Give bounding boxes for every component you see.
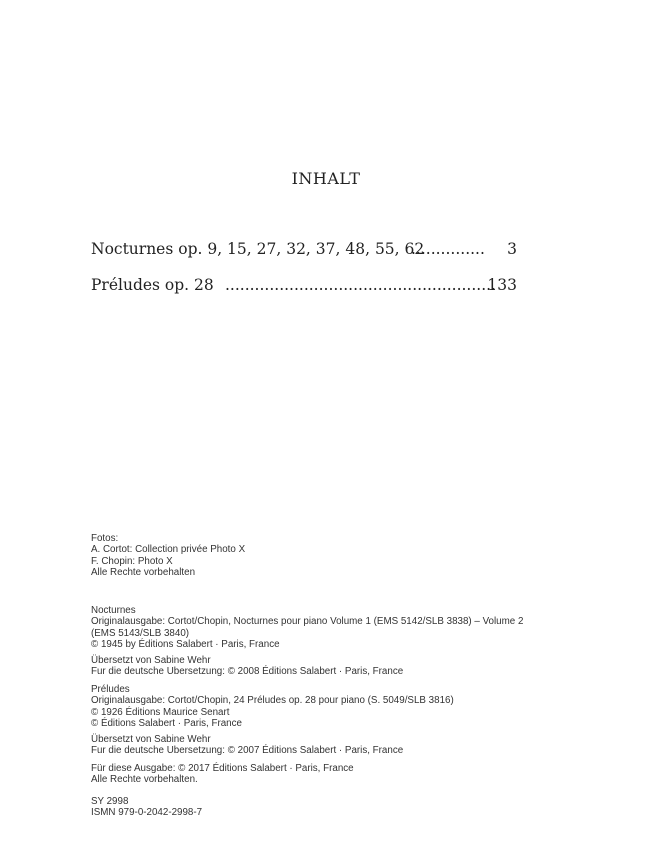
credits-line: © Éditions Salabert · Paris, France (91, 718, 242, 730)
catalog-number: SY 2998 (91, 796, 129, 807)
photo-credits (91, 533, 561, 579)
credits-line: A. Cortot: Collection privée Photo X (91, 544, 246, 556)
translation-line: Übersetzt von Sabine Wehr (91, 733, 211, 745)
credits-heading: Fotos: (91, 533, 119, 544)
toc-entry-title: Préludes op. 28 (91, 276, 214, 294)
credits-line: Alle Rechte vorbehalten. (91, 774, 198, 786)
credits-line: Originalausgabe: Cortot/Chopin, Nocturnes pour piano Volume 1 (EMS 5142/SLB 3838) – Volume 2 (91, 616, 524, 628)
credits-heading: Préludes (91, 684, 130, 695)
catalog-numbers (91, 796, 561, 819)
toc-entry-nocturnes (91, 240, 517, 258)
toc-leader-dots: ............... (411, 240, 485, 258)
page-title: INHALT (291, 169, 361, 188)
edition-rights (91, 763, 561, 786)
translation-line: Übersetzt von Sabine Wehr (91, 654, 211, 666)
translation-line: Fur die deutsche Ubersetzung: © 2008 Éditions Salabert · Paris, France (91, 666, 404, 678)
toc-entry-title: Nocturnes op. 9, 15, 27, 32, 37, 48, 55, 62 (91, 240, 425, 258)
nocturnes-credits (91, 605, 561, 677)
credits-line: F. Chopin: Photo X (91, 555, 173, 567)
credits-line: © 1945 by Éditions Salabert · Paris, France (91, 639, 280, 651)
preludes-credits (91, 684, 561, 756)
credits-heading: Nocturnes (91, 605, 136, 616)
toc-entry-preludes (91, 276, 517, 294)
toc-page-number: 133 (487, 276, 517, 294)
credits-line: Alle Rechte vorbehalten (91, 567, 196, 579)
credits-line: Für diese Ausgabe: © 2017 Éditions Salabert · Paris, France (91, 763, 354, 774)
credits-line: © 1926 Éditions Maurice Senart (91, 706, 230, 718)
toc-leader-dots: ....................................................... (225, 276, 496, 294)
credits-line: Originalausgabe: Cortot/Chopin, 24 Préludes op. 28 pour piano (S. 5049/SLB 3816) (91, 695, 454, 707)
toc-page-number: 3 (507, 240, 517, 258)
translation-line: Fur die deutsche Ubersetzung: © 2007 Éditions Salabert · Paris, France (91, 745, 404, 757)
ismn-number: ISMN 979-0-2042-2998-7 (91, 807, 203, 819)
credits-line: (EMS 5143/SLB 3840) (91, 627, 190, 639)
